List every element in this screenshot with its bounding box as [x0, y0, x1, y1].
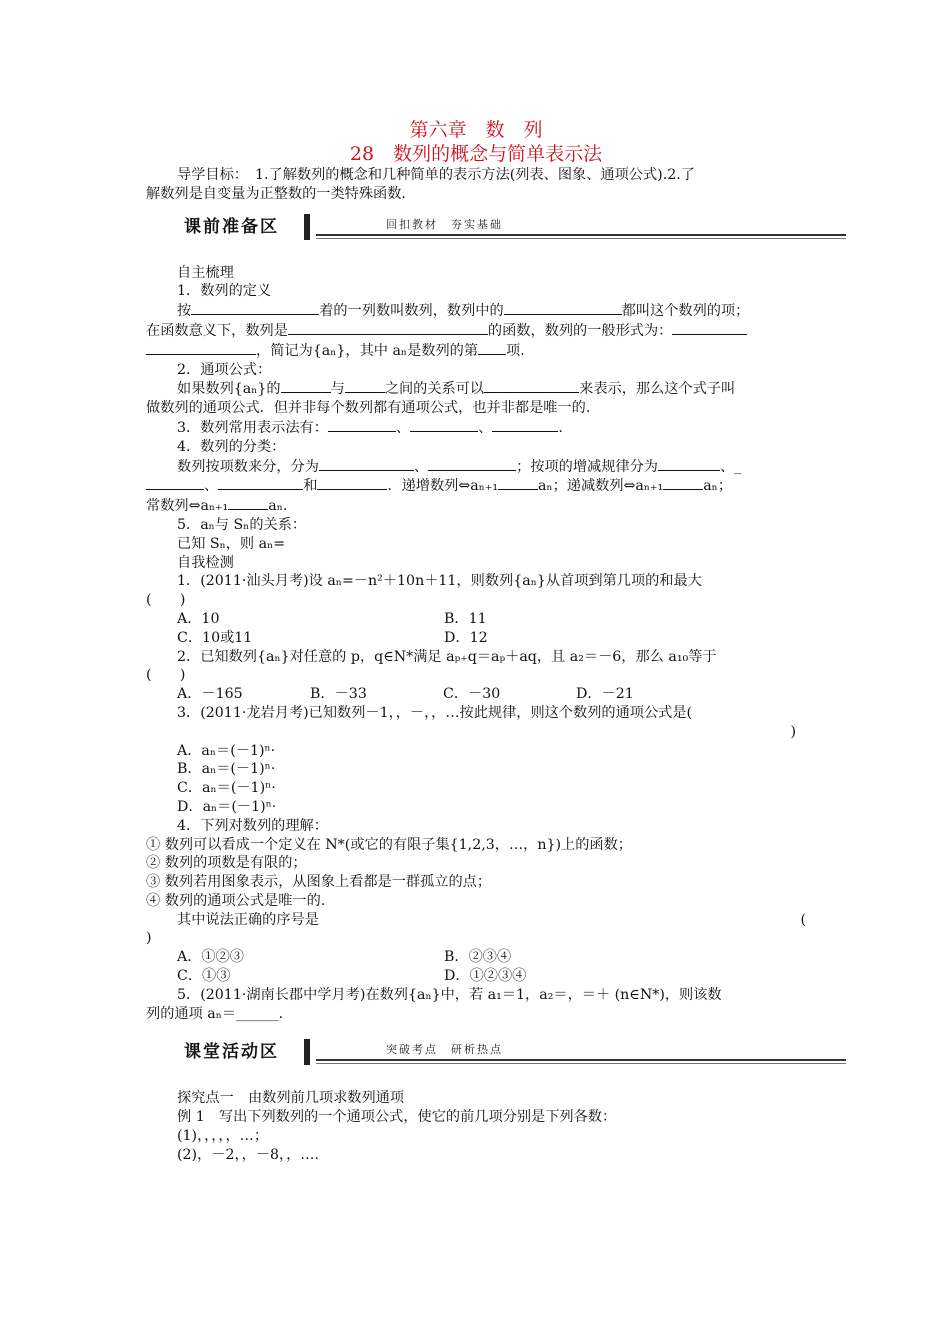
options: A．－165 B．－33 C．－30 D．－21	[177, 686, 634, 703]
statement: ② 数列的项数是有限的；	[146, 855, 307, 872]
paren: )	[790, 723, 796, 740]
item: 在函数意义下，数列是 的函数，数列的一般形式为：	[146, 321, 806, 341]
item: 1．数列的定义	[177, 283, 272, 300]
statement: ④ 数列的通项公式是唯一的.	[146, 892, 326, 909]
question-1: 1．(2011·汕头月考)设 aₙ=－n²＋10n＋11，则数列{aₙ}从首项到第几项的和最大	[177, 573, 702, 590]
item: 2．通项公式：	[177, 361, 272, 378]
heading: 自我检测	[177, 554, 234, 571]
item: 3．数列常用表示法有： 、 、 .	[177, 419, 563, 436]
chapter-title: 第六章 数 列	[409, 119, 543, 141]
example-part: (1)，，，，，…；	[177, 1128, 269, 1145]
item: 做数列的通项公式．但并非每个数列都有通项公式，也并非都是唯一的.	[146, 400, 591, 417]
item: 、 和 ．递增数列⇔aₙ₊₁ aₙ；递减数列⇔aₙ₊₁ aₙ；	[146, 476, 806, 496]
option: A．aₙ＝(－1)ⁿ·	[177, 742, 276, 759]
example-part: (2)，－2，，－8，，….	[177, 1146, 319, 1163]
goal-line-2: 解数列是自变量为正整数的一类特殊函数.	[146, 185, 406, 202]
option: B．aₙ＝(－1)ⁿ·	[177, 761, 276, 778]
paren: ( )	[146, 667, 186, 684]
banner-subtitle: 回扣教材 夯实基础	[386, 217, 503, 231]
document-page	[146, 118, 806, 1165]
lesson-title: 28 数列的概念与简单表示法	[349, 143, 603, 165]
statement: 其中说法正确的序号是 (	[177, 911, 806, 928]
banner-label: 课堂活动区	[174, 1039, 310, 1065]
item: 按 着的一列数叫数列，数列中的 都叫这个数列的项；	[177, 303, 750, 320]
section-banner-prep	[146, 214, 806, 244]
question-3: 3．(2011·龙岩月考)已知数列－1，，－，，…按此规律，则这个数列的通项公式是(	[177, 704, 693, 721]
item: 常数列⇔aₙ₊₁ aₙ.	[146, 498, 288, 515]
item: 5．aₙ与 Sₙ的关系：	[177, 516, 307, 533]
item: 4．数列的分类：	[177, 438, 286, 455]
heading: 自主梳理	[177, 264, 234, 281]
banner-label: 课前准备区	[174, 214, 310, 240]
options: C．①③ D．①②③④	[177, 968, 527, 985]
question-5-cont: 列的通项 aₙ＝______.	[146, 1005, 284, 1022]
item: 已知 Sₙ，则 aₙ=	[177, 535, 286, 552]
banner-subtitle: 突破考点 研析热点	[386, 1043, 503, 1057]
question-5: 5．(2011·湖南长郡中学月考)在数列{aₙ}中，若 a₁＝1，a₂＝，＝＋ (n∈N*)，则该数	[177, 986, 722, 1003]
question-4: 4．下列对数列的理解：	[177, 817, 328, 834]
paren: )	[146, 930, 152, 947]
options: C．10或11 D．12	[177, 629, 488, 646]
item: 数列按项数来分，分为 、 ；按项的增减规律分为 、_	[177, 458, 742, 475]
item: ，简记为{aₙ}，其中 aₙ是数列的第 项.	[146, 341, 806, 361]
goal-line-1: 导学目标： 1.了解数列的概念和几种简单的表示方法(列表、图象、通项公式).2.了	[177, 167, 695, 183]
section-banner-class	[146, 1039, 806, 1069]
heading: 探究点一 由数列前几项求数列通项	[177, 1090, 405, 1107]
item: 如果数列{aₙ}的 与 之间的关系可以 来表示，那么这个式子叫	[177, 381, 736, 398]
options: A．①②③ B．②③④	[177, 949, 512, 966]
paren: ( )	[146, 592, 186, 609]
option: C．aₙ＝(－1)ⁿ·	[177, 780, 276, 797]
example: 例 1 写出下列数列的一个通项公式，使它的前几项分别是下列各数：	[177, 1109, 617, 1126]
statement: ① 数列可以看成一个定义在 N*(或它的有限子集{1,2,3，…，n})上的函数；	[146, 836, 632, 853]
statement: ③ 数列若用图象表示，从图象上看都是一群孤立的点；	[146, 874, 492, 891]
option: D．aₙ＝(－1)ⁿ·	[177, 798, 277, 815]
options: A．10 B．11	[177, 610, 487, 627]
question-2: 2．已知数列{aₙ}对任意的 p，q∈N*满足 aₚ₊q＝aₚ＋aq，且 a₂＝－6，那么 a₁₀等于	[177, 648, 717, 665]
